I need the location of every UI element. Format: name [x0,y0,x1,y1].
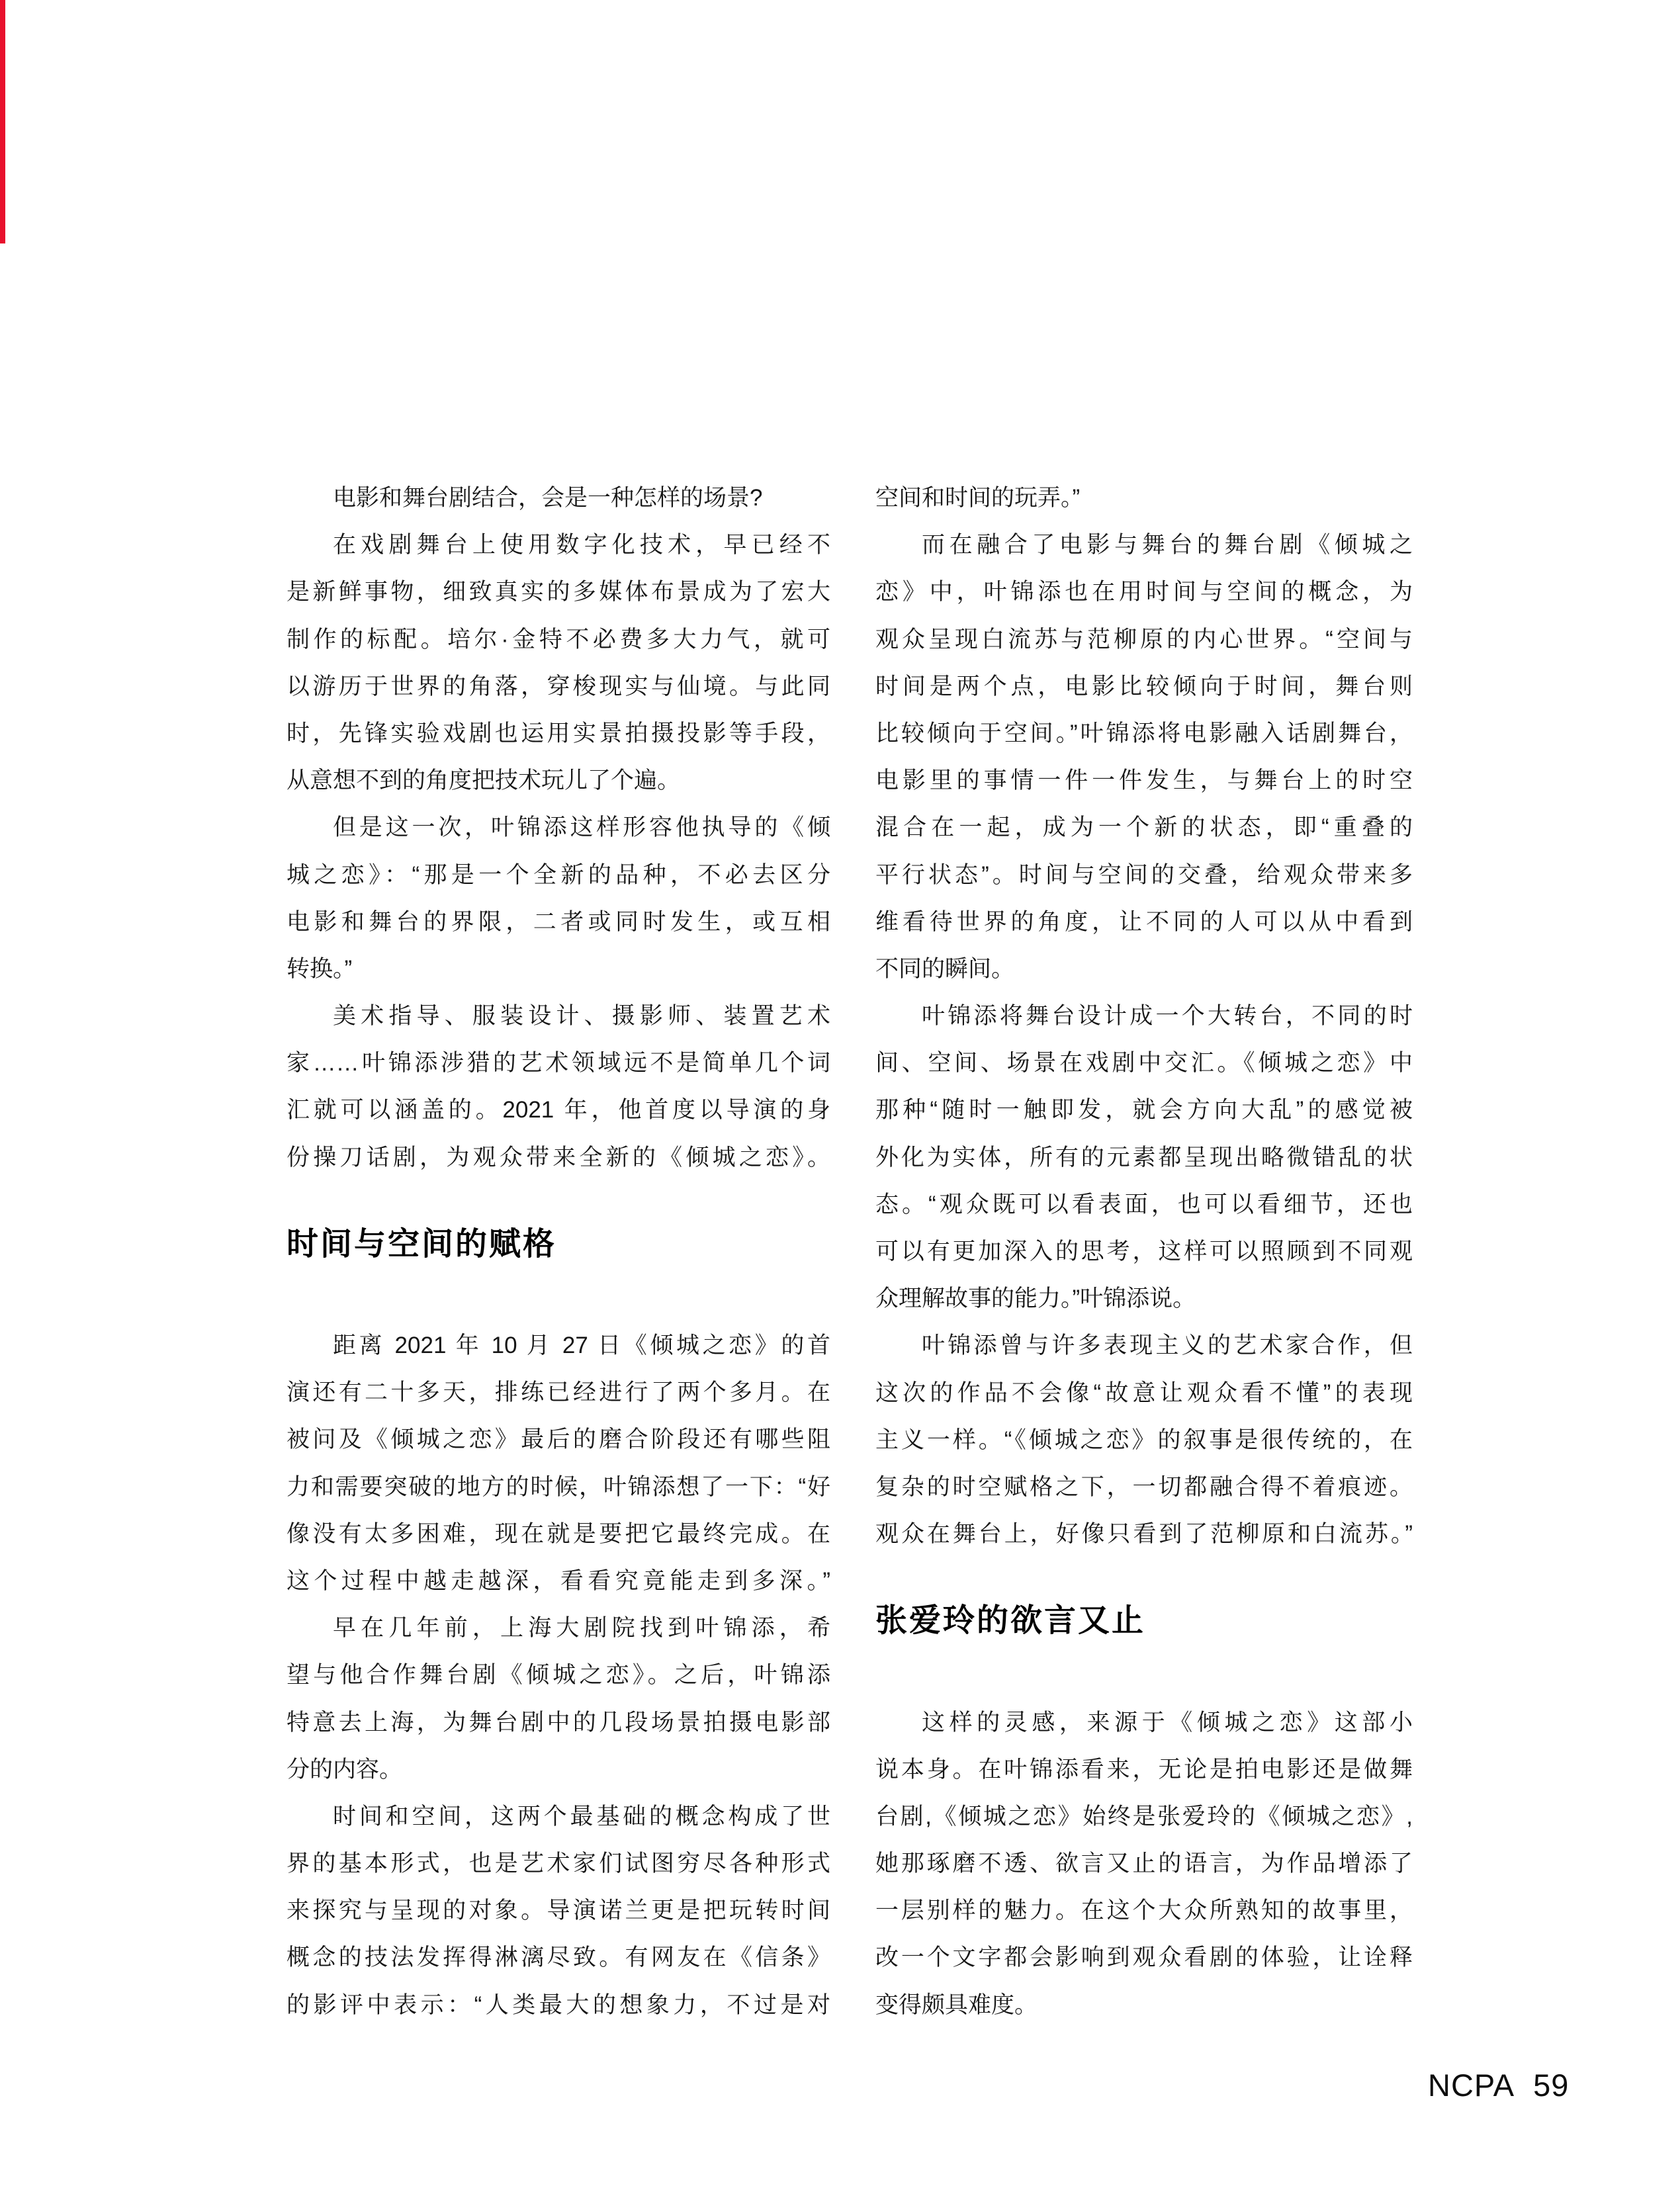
text-line: 观众呈现白流苏与范柳原的内心世界。“空间与 [875,626,1413,652]
text-line: 众理解故事的能力。”叶锦添说。 [875,1286,1196,1312]
text-line: 间、空间、场景在戏剧中交汇。《倾城之恋》中 [875,1050,1413,1076]
text-line: 时间是两个点，电影比较倾向于时间，舞台则 [875,673,1413,699]
text-line: 的影评中表示：“人类最大的想象力，不过是对 [287,1991,830,2018]
text-line: 恋》中，叶锦添也在用时间与空间的概念，为 [875,579,1413,605]
text-line: 主义一样。“《倾城之恋》的叙事是很传统的，在 [875,1426,1413,1453]
text-line: 转换。” [287,955,353,982]
text-line: 界的基本形式，也是艺术家们试图穷尽各种形式 [287,1851,830,1877]
section-heading: 张爱玲的欲言又止 [875,1603,1146,1639]
text-line: 从意想不到的角度把技术玩儿了个遍。 [287,767,681,794]
text-line: 这次的作品不会像“故意让观众看不懂”的表现 [875,1379,1413,1406]
text-line: 来探究与呈现的对象。导演诺兰更是把玩转时间 [287,1898,830,1924]
text-line: 混合在一起，成为一个新的状态，即“重叠的 [875,814,1413,841]
text-line: 城之恋》：“那是一个全新的品种，不必去区分 [287,861,830,888]
text-line: 时间和空间，这两个最基础的概念构成了世 [333,1803,830,1829]
text-line: 汇就可以涵盖的。2021 年，他首度以导演的身 [287,1097,830,1123]
page-number: 59 [1533,2068,1569,2103]
text-line: 特意去上海，为舞台剧中的几段场景拍摄电影部 [287,1709,830,1735]
text-line: 概念的技法发挥得淋漓尽致。有网友在《信条》 [287,1945,830,1971]
text-line: 被问及《倾城之恋》最后的磨合阶段还有哪些阻 [287,1426,830,1453]
text-line: 台剧,《倾城之恋》始终是张爱玲的《倾城之恋》, [875,1803,1413,1829]
page-footer [1428,2067,1569,2104]
text-line: 复杂的时空赋格之下，一切都融合得不着痕迹。 [875,1473,1413,1500]
text-line: 电影和舞台的界限，二者或同时发生，或互相 [287,908,830,935]
text-line: 份操刀话剧，为观众带来全新的《倾城之恋》。 [287,1144,830,1170]
text-line: 是新鲜事物，细致真实的多媒体布景成为了宏大 [287,579,830,605]
text-line: 变得颇具难度。 [875,1991,1038,2018]
text-line: 分的内容。 [287,1756,403,1782]
text-line: 力和需要突破的地方的时候，叶锦添想了一下：“好 [287,1473,830,1500]
text-line: 态。“观众既可以看表面，也可以看细节，还也 [875,1191,1413,1217]
text-line: 电影和舞台剧结合，会是一种怎样的场景? [333,485,763,511]
text-line: 叶锦添曾与许多表现主义的艺术家合作，但 [922,1333,1413,1359]
text-line: 而在融合了电影与舞台的舞台剧《倾城之 [922,532,1413,558]
text-line: 说本身。在叶锦添看来，无论是拍电影还是做舞 [875,1756,1413,1782]
article-column-right [875,474,1413,2029]
text-line: 在戏剧舞台上使用数字化技术，早已经不 [333,532,830,558]
text-line: 那种“随时一触即发，就会方向大乱”的感觉被 [875,1097,1413,1123]
text-line: 这个过程中越走越深，看看究竟能走到多深。” [287,1567,830,1594]
journal-name: NCPA [1428,2068,1515,2103]
text-line: 一层别样的魅力。在这个大众所熟知的故事里， [875,1898,1413,1924]
text-line: 空间和时间的玩弄。” [875,485,1081,511]
article-column-left [287,474,830,2029]
text-line: 家……叶锦添涉猎的艺术领域远不是简单几个词 [287,1050,830,1076]
text-line: 早在几年前，上海大剧院找到叶锦添，希 [333,1615,830,1641]
text-line: 她那琢磨不透、欲言又止的语言，为作品增添了 [875,1851,1413,1877]
text-line: 比较倾向于空间。”叶锦添将电影融入话剧舞台， [875,720,1413,746]
text-line: 外化为实体，所有的元素都呈现出略微错乱的状 [875,1144,1413,1170]
text-line: 时，先锋实验戏剧也运用实景拍摄投影等手段， [287,720,830,746]
text-line: 这样的灵感，来源于《倾城之恋》这部小 [922,1709,1413,1735]
text-line: 美术指导、服装设计、摄影师、装置艺术 [333,1003,830,1029]
text-line: 距离 2021 年 10 月 27 日《倾城之恋》的首 [333,1333,830,1358]
page-edge-red-mark [0,0,5,243]
text-line: 观众在舞台上，好像只看到了范柳原和白流苏。” [875,1521,1413,1548]
text-line: 像没有太多困难，现在就是要把它最终完成。在 [287,1520,830,1547]
text-line: 望与他合作舞台剧《倾城之恋》。之后，叶锦添 [287,1662,830,1688]
text-line: 不同的瞬间。 [875,955,1015,982]
text-line: 平行状态”。时间与空间的交叠，给观众带来多 [875,861,1413,888]
text-line: 但是这一次，叶锦添这样形容他执导的《倾 [333,814,830,841]
text-line: 维看待世界的角度，让不同的人可以从中看到 [875,908,1413,935]
text-line: 演还有二十多天，排练已经进行了两个多月。在 [287,1379,830,1406]
text-line: 可以有更加深入的思考，这样可以照顾到不同观 [875,1239,1413,1264]
section-heading: 时间与空间的赋格 [287,1226,557,1262]
text-line: 叶锦添将舞台设计成一个大转台，不同的时 [922,1003,1413,1029]
text-line: 电影里的事情一件一件发生，与舞台上的时空 [875,767,1413,794]
text-line: 以游历于世界的角落，穿梭现实与仙境。与此同 [287,673,830,699]
text-line: 制作的标配。培尔·金特不必费多大力气，就可 [287,626,830,652]
text-line: 改一个文字都会影响到观众看剧的体验，让诠释 [875,1945,1413,1971]
